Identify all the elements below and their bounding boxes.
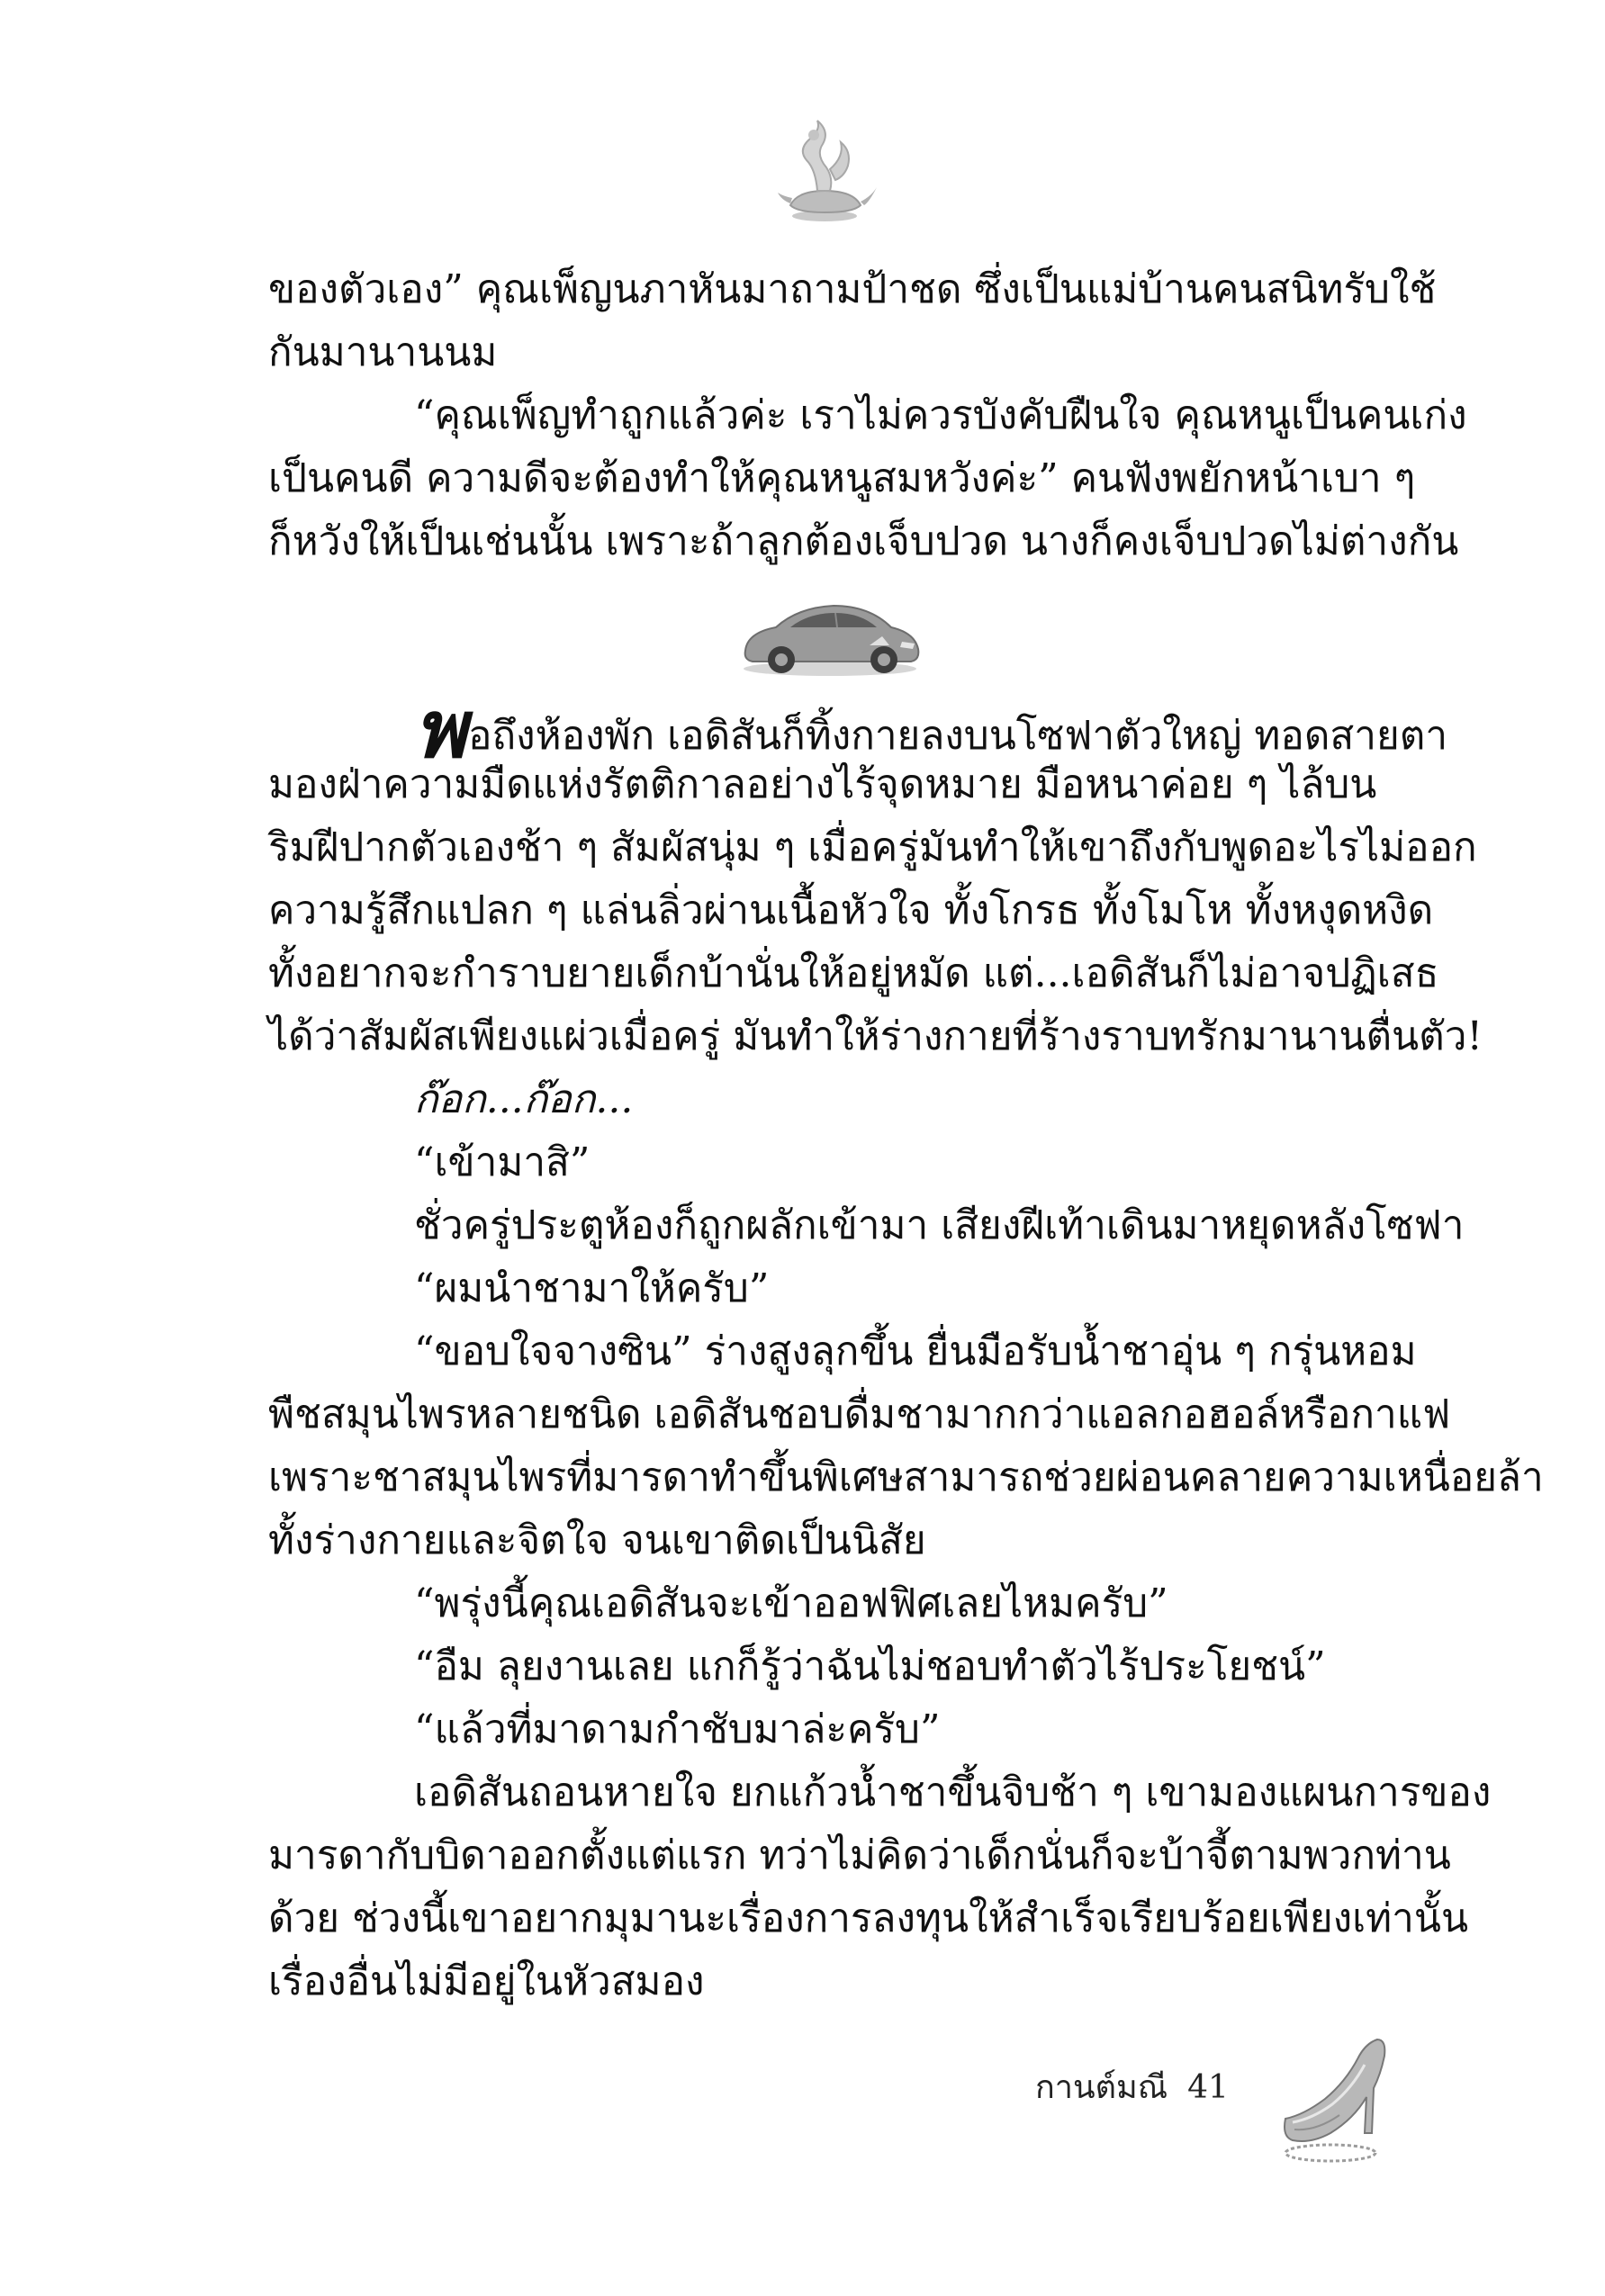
text-line: “เข้ามาสิ”	[414, 1139, 591, 1185]
text-line: ก๊อก...ก๊อก...	[414, 1076, 634, 1122]
text-line: “อืม ลุยงานเลย แกก็รู้ว่าฉันไม่ชอบทำตัวไร้ประโยชน์”	[414, 1643, 1326, 1689]
text-line: พืชสมุนไพรหลายชนิด เอดิสันชอบดื่มชามากกว่าแอลกอฮอล์หรือกาแฟ	[268, 1391, 1451, 1437]
genie-lamp-icon	[771, 115, 879, 229]
car-icon	[735, 586, 925, 681]
text-line: เป็นคนดี ความดีจะต้องทำให้คุณหนูสมหวังค่ะ” คนฟังพยักหน้าเบา ๆ	[268, 455, 1416, 501]
text-line-rest: อถึงห้องพัก เอดิสันก็ทิ้งกายลงบนโซฟาตัวใหญ่ ทอดสายตา	[468, 713, 1448, 759]
text-line: ทั้งร่างกายและจิตใจ จนเขาติดเป็นนิสัย	[268, 1517, 926, 1563]
page-footer	[1035, 2061, 1229, 2112]
text-line: ชั่วครู่ประตูห้องก็ถูกผลักเข้ามา เสียงฝีเท้าเดินมาหยุดหลังโซฟา	[414, 1202, 1465, 1248]
text-line: “ขอบใจจางซิน” ร่างสูงลุกขึ้น ยื่นมือรับน้ำชาอุ่น ๆ กรุ่นหอม	[414, 1328, 1417, 1374]
text-line: กันมานานนม	[268, 329, 498, 375]
author-name: กานต์มณี	[1035, 2069, 1168, 2106]
text-line: ริมฝีปากตัวเองช้า ๆ สัมผัสนุ่ม ๆ เมื่อครู่มันทำให้เขาถึงกับพูดอะไรไม่ออก	[268, 824, 1477, 870]
paragraph-block-1	[268, 266, 1467, 585]
drop-cap: พ	[414, 682, 467, 776]
text-line: ความรู้สึกแปลก ๆ แล่นลิ่วผ่านเนื้อหัวใจ ทั้งโกรธ ทั้งโมโห ทั้งหงุดหงิด	[268, 887, 1434, 933]
text-line: ก็หวังให้เป็นเช่นนั้น เพราะถ้าลูกต้องเจ็บปวด นางก็คงเจ็บปวดไม่ต่างกัน	[268, 518, 1459, 564]
text-line: ทั้งอยากจะกำราบยายเด็กบ้านั่นให้อยู่หมัด แต่...เอดิสันก็ไม่อาจปฏิเสธ	[268, 950, 1439, 996]
text-line: “คุณเพ็ญทำถูกแล้วค่ะ เราไม่ควรบังคับฝืนใจ คุณหนูเป็นคนเก่ง	[414, 392, 1467, 438]
text-line: มองฝ่าความมืดแห่งรัตติกาลอย่างไร้จุดหมาย มือหนาค่อย ๆ ไล้บน	[268, 761, 1377, 807]
text-line: มารดากับบิดาออกตั้งแต่แรก ทว่าไม่คิดว่าเด็กนั่นก็จะบ้าจี้ตามพวกท่าน	[268, 1832, 1451, 1878]
text-line: เพราะชาสมุนไพรที่มารดาทำขึ้นพิเศษสามารถช่วยผ่อนคลายความเหนื่อยล้า	[268, 1454, 1544, 1500]
text-line: เอดิสันถอนหายใจ ยกแก้วน้ำชาขึ้นจิบช้า ๆ เขามองแผนการของ	[414, 1769, 1492, 1815]
page-number: 41	[1187, 2069, 1229, 2106]
text-line: ได้ว่าสัมผัสเพียงแผ่วเมื่อครู่ มันทำให้ร่างกายที่ร้างราบทรักมานานตื่นตัว!	[268, 1013, 1483, 1059]
text-line: เรื่องอื่นไม่มีอยู่ในหัวสมอง	[268, 1958, 705, 2004]
text-line: “ผมนำชามาให้ครับ”	[414, 1265, 770, 1311]
text-line: ด้วย ช่วงนี้เขาอยากมุมานะเรื่องการลงทุนให้สำเร็จเรียบร้อยเพียงเท่านั้น	[268, 1895, 1469, 1941]
paragraph-block-2	[268, 682, 1544, 2025]
text-line: “แล้วที่มาดามกำชับมาล่ะครับ”	[414, 1706, 941, 1752]
text-line: “พรุ่งนี้คุณเอดิสันจะเข้าออฟฟิศเลยไหมครับ”	[414, 1580, 1168, 1626]
text-line: ของตัวเอง” คุณเพ็ญนภาหันมาถามป้าชด ซึ่งเป็นแม่บ้านคนสนิทรับใช้	[268, 266, 1437, 312]
text-line	[268, 682, 1448, 776]
high-heel-shoe-icon	[1276, 2032, 1392, 2167]
